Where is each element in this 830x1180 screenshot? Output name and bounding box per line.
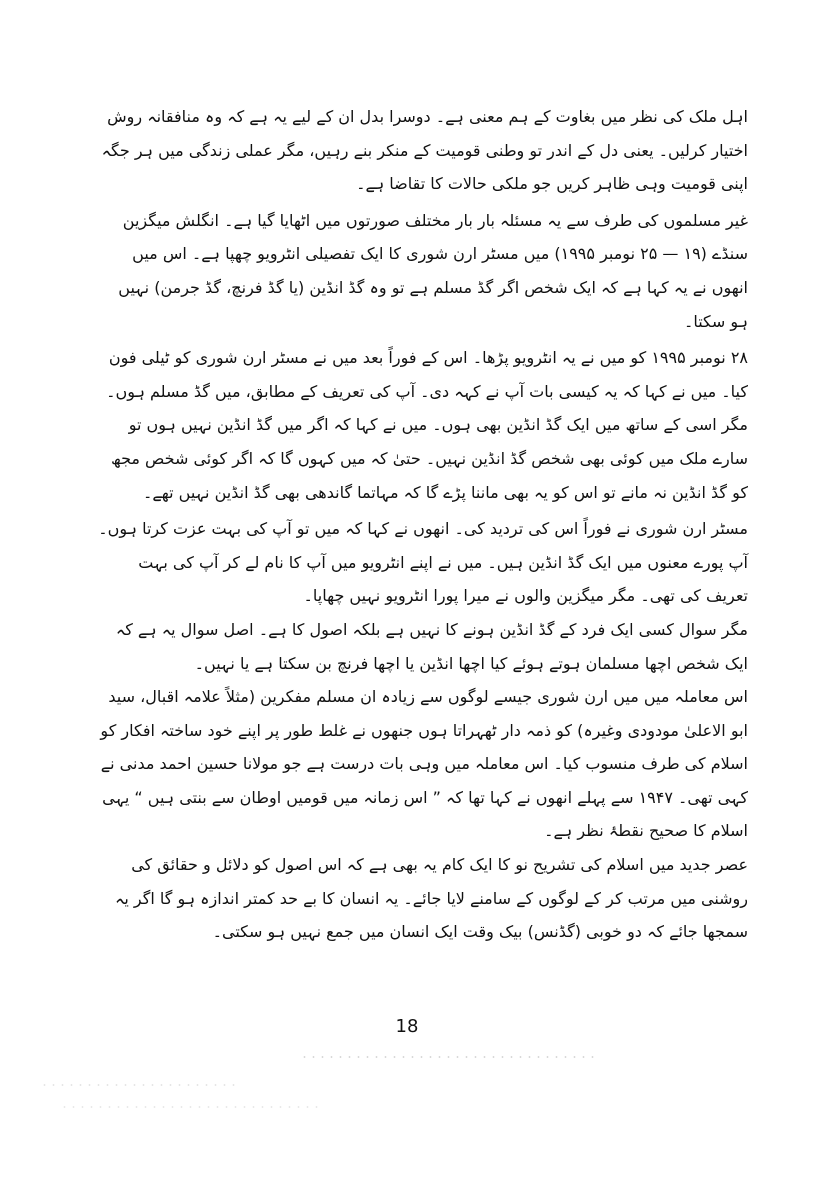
paragraph-2: غیر مسلموں کی طرف سے یہ مسئلہ بار بار مختلف صورتوں میں اٹھایا گیا ہے۔ انگلش میگزین سنڈے (۱۹ — ۲۵ نومبر ۱۹۹۵) میں مسٹر ارن شوری کا ایک تفصیلی انٹرویو چھپا ہے۔ اس میں انھوں نے یہ کہا ہے کہ ایک شخص اگر گڈ مسلم ہے تو وہ گڈ انڈین (یا گڈ فرنچ، گڈ جرمن) نہیں ہو سکتا۔ bbox=[118, 210, 748, 331]
page-number: 18 bbox=[395, 1016, 419, 1037]
paragraph-4: مسٹر ارن شوری نے فوراً اس کی تردید کی۔ انھوں نے کہا کہ میں تو آپ کی بہت عزت کرتا ہوں۔ آپ پورے معنوں میں ایک گڈ انڈین ہیں۔ میں نے اپنے انٹرویو میں آپ کا نام لے کر آپ کی بہت تعریف کی تھی۔ مگر میگزین والوں نے میرا پورا انٹرویو نہیں چھاپا۔ bbox=[98, 519, 748, 606]
urdu-text-body bbox=[96, 100, 748, 949]
paragraph-7: عصر جدید میں اسلام کی تشریح نو کا ایک کام یہ بھی ہے کہ اس اصول کو دلائل و حقائق کی روشنی میں مرتب کر کے لوگوں کے سامنے لایا جائے۔ یہ انسان کا بے حد کمتر اندازہ ہو گا اگر یہ سمجھا جائے کہ دو خوبی (گڈنس) بیک وقت ایک انسان میں جمع نہیں ہو سکتی۔ bbox=[114, 855, 748, 942]
paragraph-3: ۲۸ نومبر ۱۹۹۵ کو میں نے یہ انٹرویو پڑھا۔ اس کے فوراً بعد میں نے مسٹر ارن شوری کو ٹیلی فون کیا۔ میں نے کہا کہ یہ کیسی بات آپ نے کہہ دی۔ آپ کی تعریف کے مطابق، میں گڈ مسلم ہوں۔ مگر اسی کے ساتھ میں ایک گڈ انڈین بھی ہوں۔ میں نے کہا کہ اگر میں گڈ انڈین نہیں ہوں تو سارے ملک میں کوئی بھی شخص گڈ انڈین نہیں۔ حتیٰ کہ میں کہوں گا کہ اگر کوئی شخص مجھ کو گڈ انڈین نہ مانے تو اس کو یہ بھی ماننا پڑے گا کہ مہاتما گاندھی بھی گڈ انڈین نہیں تھے۔ bbox=[106, 348, 748, 502]
scan-artifact bbox=[60, 1106, 320, 1108]
paragraph-5: مگر سوال کسی ایک فرد کے گڈ انڈین ہونے کا نہیں ہے بلکہ اصول کا ہے۔ اصل سوال یہ ہے کہ ایک شخص اچھا مسلمان ہوتے ہوئے کیا اچھا انڈین یا اچھا فرنچ بن سکتا ہے یا نہیں۔ bbox=[115, 619, 748, 673]
scan-artifact bbox=[300, 1056, 600, 1058]
scan-artifact bbox=[40, 1084, 240, 1086]
paragraph-6: اس معاملہ میں میں ارن شوری جیسے لوگوں سے زیادہ ان مسلم مفکرین (مثلاً علامہ اقبال، سید ابو الاعلیٰ مودودی وغیرہ) کو ذمہ دار ٹھہراتا ہوں جنھوں نے غلط طور پر اپنے خود ساختہ افکار کو اسلام کی طرف منسوب کیا۔ اس معاملہ میں وہی بات درست ہے جو مولانا حسین احمد مدنی نے کہی تھی۔ ۱۹۴۷ سے پہلے انھوں نے کہا تھا کہ ” اس زمانہ میں قومیں اوطان سے بنتی ہیں “ یہی اسلام کا صحیح نقطۂ نظر ہے۔ bbox=[100, 687, 748, 841]
paragraph-1: اہل ملک کی نظر میں بغاوت کے ہم معنی ہے۔ دوسرا بدل ان کے لیے یہ ہے کہ وہ منافقانہ روش اختیار کرلیں۔ یعنی دل کے اندر تو وطنی قومیت کے منکر بنے رہیں، مگر عملی زندگی میں ہر جگہ اپنی قومیت وہی ظاہر کریں جو ملکی حالات کا تقاضا ہے۔ bbox=[101, 107, 748, 194]
